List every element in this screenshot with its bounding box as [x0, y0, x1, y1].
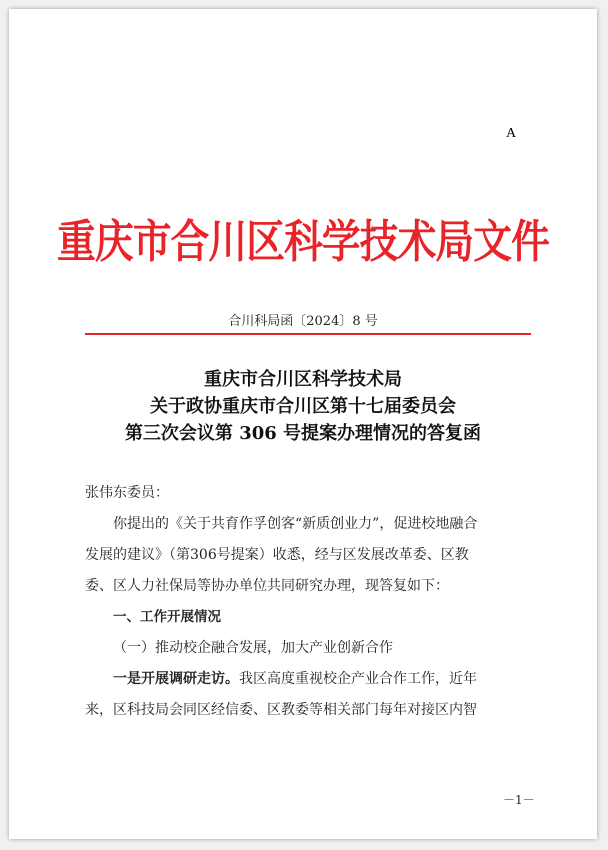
salutation: 张伟东委员：: [85, 485, 169, 501]
document-page: [9, 9, 597, 839]
point-1-lead: 一是开展调研走访。: [113, 671, 239, 687]
document-title: [9, 366, 597, 447]
paragraph-1-line-1: 你提出的《关于共育作孚创客“新质创业力”，促进校地融合: [113, 516, 478, 532]
point-1-text: 我区高度重视校企产业合作工作，近年: [239, 671, 477, 687]
red-separator-line: [85, 333, 531, 335]
title-line-1: 重庆市合川区科学技术局: [204, 369, 402, 390]
document-number: 合川科局函〔2024〕8 号: [228, 314, 378, 329]
page-number: －1－: [503, 793, 535, 807]
document-body: [85, 478, 531, 726]
title-line-2: 关于政协重庆市合川区第十七届委员会: [150, 396, 456, 417]
issuer-header: 重庆市合川区科学技术局文件: [57, 215, 549, 268]
section-heading-1: 一、工作开展情况: [113, 609, 221, 625]
grade-mark: A: [506, 126, 517, 141]
title-line-3: 第三次会议第 306 号提案办理情况的答复函: [124, 423, 482, 444]
point-1-line-2: 来，区科技局会同区经信委、区教委等相关部门每年对接区内智: [85, 702, 477, 718]
subsection-heading-1: （一）推动校企融合发展，加大产业创新合作: [113, 640, 393, 656]
paragraph-1-line-3: 委、区人力社保局等协办单位共同研究办理，现答复如下：: [85, 578, 449, 594]
point-1-line-1: [85, 664, 531, 695]
paragraph-1-line-2: 发展的建议》（第306号提案）收悉，经与区发展改革委、区教: [85, 547, 469, 563]
